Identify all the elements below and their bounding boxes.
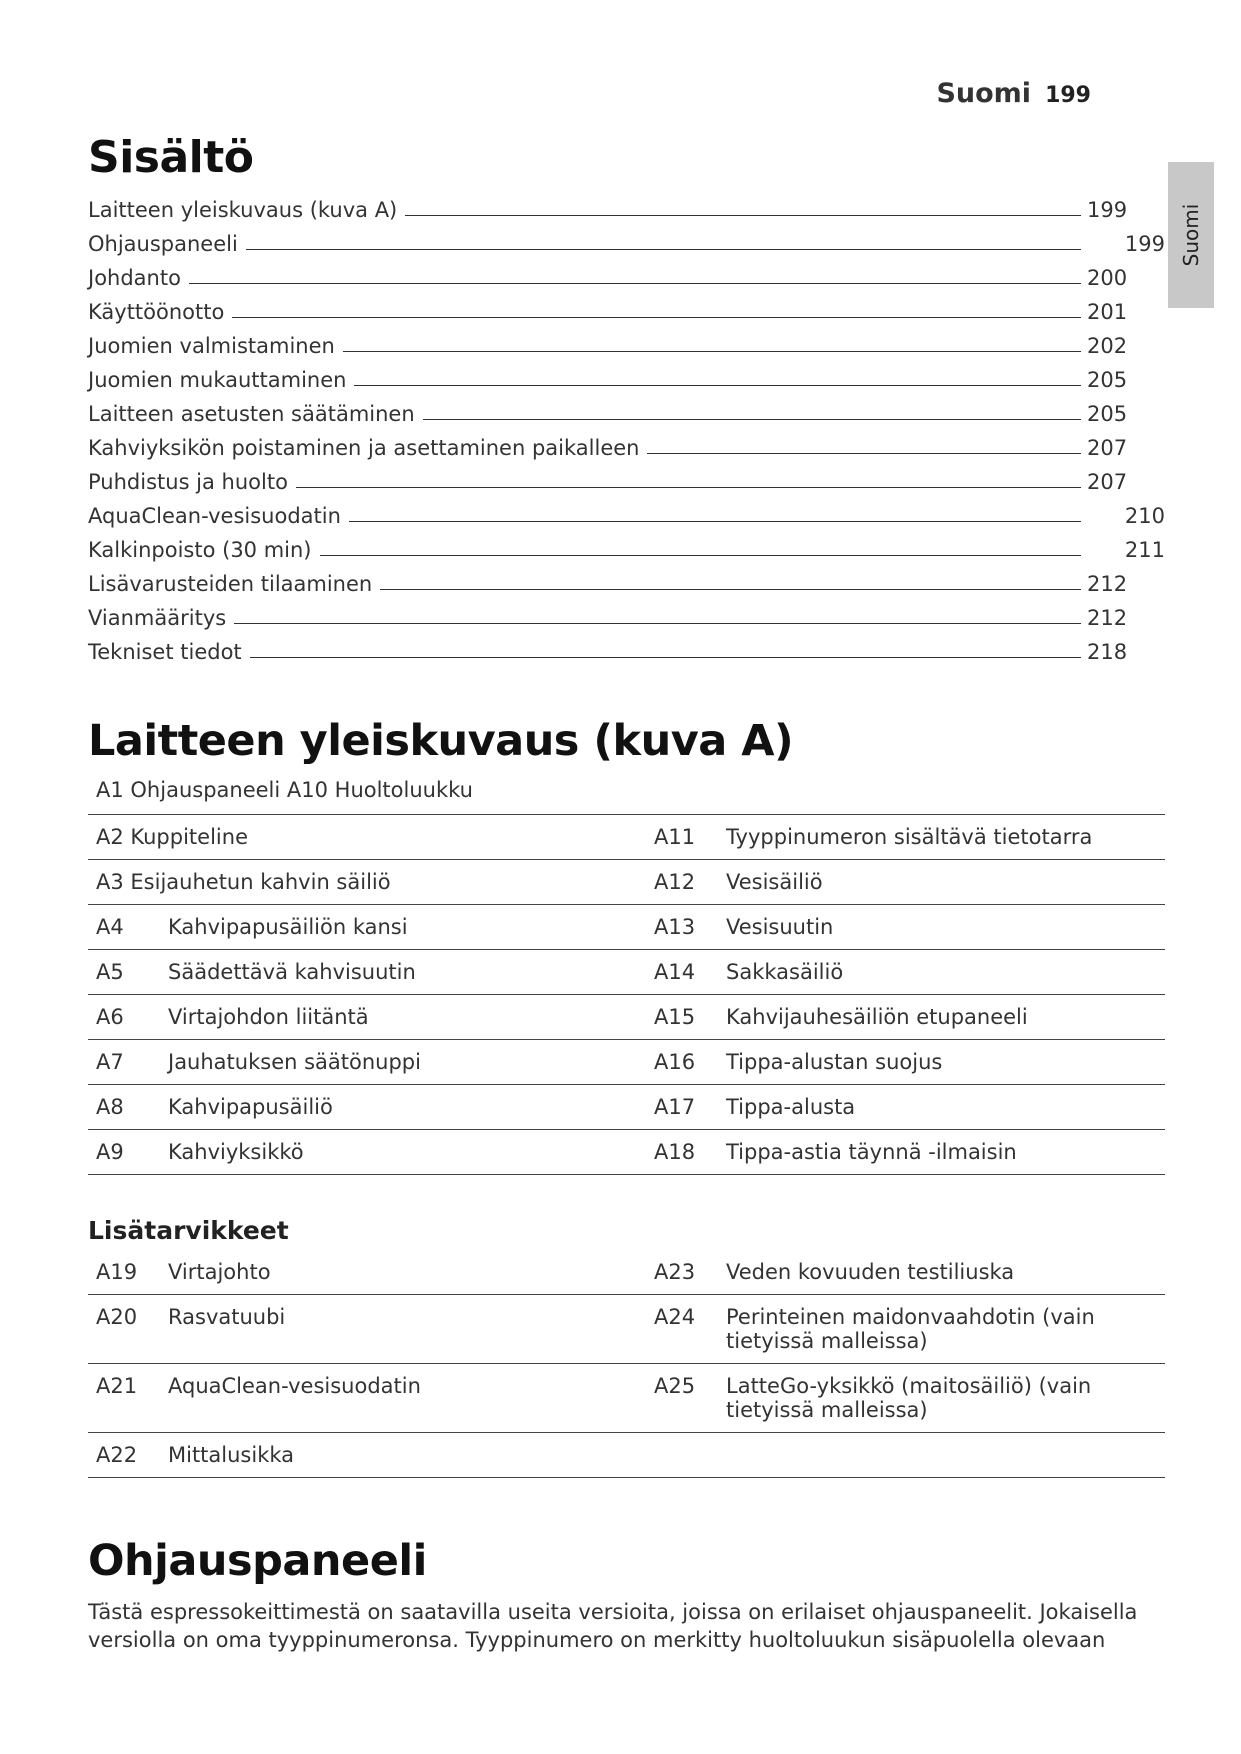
- toc-entry[interactable]: [88, 392, 1165, 426]
- toc-leader-line: [320, 555, 1081, 556]
- toc-entry-page: 200: [1087, 266, 1128, 290]
- part-label: Kahviyksikkö: [168, 1140, 304, 1164]
- toc-entry-page: 218: [1087, 640, 1128, 664]
- toc-leader-line: [380, 589, 1081, 590]
- toc-leader-line: [246, 249, 1081, 250]
- toc-entry-page: 202: [1087, 334, 1128, 358]
- part-label: Tippa-alusta: [726, 1095, 856, 1119]
- part-code: A8: [96, 1095, 124, 1119]
- toc-leader-line: [647, 453, 1081, 454]
- toc-entry-page: 205: [1087, 368, 1128, 392]
- toc-entry-title: Käyttöönotto: [88, 300, 232, 324]
- part-left: A2 Kuppiteline: [96, 825, 248, 849]
- toc-entry[interactable]: [88, 324, 1165, 358]
- part-label: Kahvijauhesäiliön etupaneeli: [726, 1005, 1028, 1029]
- part-code: A15: [654, 1005, 696, 1029]
- part-code: A18: [654, 1140, 696, 1164]
- part-code: A5: [96, 960, 124, 984]
- part-code: A22: [96, 1443, 138, 1467]
- overview-intro: A1 Ohjauspaneeli A10 Huoltoluukku: [96, 778, 473, 802]
- table-row: [88, 1433, 1165, 1478]
- table-row: [88, 1364, 1165, 1433]
- toc-entry-page: 199: [1124, 232, 1165, 256]
- part-label: Tippa-alustan suojus: [726, 1050, 943, 1074]
- toc-leader-line: [423, 419, 1081, 420]
- toc-entry-title: Laitteen yleiskuvaus (kuva A): [88, 198, 405, 222]
- table-row: [88, 1085, 1165, 1130]
- toc-entry-title: Kalkinpoisto (30 min): [88, 538, 320, 562]
- table-row: [88, 950, 1165, 995]
- part-label: Rasvatuubi: [168, 1305, 286, 1329]
- toc-leader-line: [343, 351, 1081, 352]
- part-label: [718, 1433, 1165, 1478]
- part-label: Mittalusikka: [168, 1443, 295, 1467]
- part-label: Kahvipapusäiliö: [168, 1095, 333, 1119]
- page-header: [936, 78, 1091, 109]
- toc-entry-page: 212: [1087, 606, 1128, 630]
- part-code: A20: [96, 1305, 138, 1329]
- toc-entry-title: Juomien valmistaminen: [88, 334, 343, 358]
- toc-entry-title: Laitteen asetusten säätäminen: [88, 402, 423, 426]
- toc-entry-page: 210: [1124, 504, 1165, 528]
- toc-entry-title: Kahviyksikön poistaminen ja asettaminen paikalleen: [88, 436, 647, 460]
- part-code: A4: [96, 915, 124, 939]
- table-row: [88, 1130, 1165, 1175]
- part-code: A7: [96, 1050, 124, 1074]
- toc-leader-line: [232, 317, 1081, 318]
- toc-entry[interactable]: [88, 256, 1165, 290]
- part-code: A19: [96, 1260, 138, 1284]
- table-row: [88, 815, 1165, 860]
- toc-entry[interactable]: [88, 630, 1165, 664]
- table-row: [88, 995, 1165, 1040]
- control-panel-text: Tästä espressokeittimestä on saatavilla useita versioita, joissa on erilaiset ohjauspaneelit. Jokaisella versiolla on oma tyyppinumeronsa. Tyyppinumero on merkitty huoltoluukun sisäpuolella olevaan: [88, 1600, 1138, 1652]
- part-code: A16: [654, 1050, 696, 1074]
- toc-leader-line: [234, 623, 1081, 624]
- part-label: Tippa-astia täynnä -ilmaisin: [726, 1140, 1017, 1164]
- toc-leader-line: [189, 283, 1081, 284]
- toc-leader-line: [250, 657, 1081, 658]
- toc-entry-title: Ohjauspaneeli: [88, 232, 246, 256]
- toc-entry-title: AquaClean-vesisuodatin: [88, 504, 349, 528]
- overview-parts-table: [88, 814, 1165, 1175]
- toc-entry[interactable]: [88, 494, 1165, 528]
- part-code: A21: [96, 1374, 138, 1398]
- part-label: Vesisuutin: [726, 915, 834, 939]
- toc-entry-page: 201: [1087, 300, 1128, 324]
- toc-entry-title: Lisävarusteiden tilaaminen: [88, 572, 380, 596]
- toc-entry-page: 207: [1087, 470, 1128, 494]
- toc-entry-title: Johdanto: [88, 266, 189, 290]
- toc-entry-title: Tekniset tiedot: [88, 640, 250, 664]
- toc-entry[interactable]: [88, 188, 1165, 222]
- part-label: Virtajohdon liitäntä: [168, 1005, 369, 1029]
- toc-entry[interactable]: [88, 290, 1165, 324]
- language-side-tab: [1168, 162, 1214, 308]
- part-code: A11: [654, 825, 696, 849]
- toc-leader-line: [296, 487, 1081, 488]
- part-code: A9: [96, 1140, 124, 1164]
- part-code: A12: [654, 870, 696, 894]
- table-row: [88, 905, 1165, 950]
- part-code: A24: [654, 1305, 696, 1329]
- header-page-number: 199: [1045, 83, 1091, 108]
- part-label: Perinteinen maidonvaahdotin (vain tietyissä malleissa): [726, 1305, 1095, 1353]
- table-row: [88, 1040, 1165, 1085]
- part-label: Tyyppinumeron sisältävä tietotarra: [726, 825, 1093, 849]
- part-label: Sakkasäiliö: [726, 960, 844, 984]
- toc-entry-page: 205: [1087, 402, 1128, 426]
- part-label: LatteGo-yksikkö (maitosäiliö) (vain tietyissä malleissa): [726, 1374, 1092, 1422]
- toc-entry-title: Vianmääritys: [88, 606, 234, 630]
- toc-entry[interactable]: [88, 596, 1165, 630]
- toc-entry-page: 207: [1087, 436, 1128, 460]
- toc-entry-page: 211: [1124, 538, 1165, 562]
- overview-title: Laitteen yleiskuvaus (kuva A): [88, 716, 794, 766]
- part-code: [646, 1433, 718, 1478]
- toc-leader-line: [349, 521, 1081, 522]
- accessories-table: [88, 1250, 1165, 1478]
- part-code: A25: [654, 1374, 696, 1398]
- header-language: Suomi: [936, 78, 1032, 109]
- part-label: Jauhatuksen säätönuppi: [168, 1050, 421, 1074]
- toc-entry-title: Juomien mukauttaminen: [88, 368, 354, 392]
- table-row: [88, 1250, 1165, 1295]
- part-code: A13: [654, 915, 696, 939]
- toc-leader-line: [354, 385, 1081, 386]
- toc-entry[interactable]: [88, 222, 1165, 256]
- part-code: A14: [654, 960, 696, 984]
- toc-entry[interactable]: [88, 460, 1165, 494]
- toc-entry-page: 212: [1087, 572, 1128, 596]
- toc-entry-title: Puhdistus ja huolto: [88, 470, 296, 494]
- part-label: Säädettävä kahvisuutin: [168, 960, 416, 984]
- part-label: AquaClean-vesisuodatin: [168, 1374, 421, 1398]
- accessories-title: Lisätarvikkeet: [88, 1216, 289, 1245]
- toc-entry[interactable]: [88, 528, 1165, 562]
- toc-title: Sisältö: [88, 132, 254, 183]
- part-left: A3 Esijauhetun kahvin säiliö: [96, 870, 391, 894]
- part-label: Virtajohto: [168, 1260, 271, 1284]
- part-code: A6: [96, 1005, 124, 1029]
- toc-entry-page: 199: [1087, 198, 1128, 222]
- part-label: Kahvipapusäiliön kansi: [168, 915, 408, 939]
- toc-leader-line: [405, 215, 1081, 216]
- table-of-contents: [88, 188, 1165, 664]
- part-label: Veden kovuuden testiliuska: [726, 1260, 1015, 1284]
- toc-entry[interactable]: [88, 562, 1165, 596]
- control-panel-title: Ohjauspaneeli: [88, 1536, 427, 1586]
- part-label: Vesisäiliö: [726, 870, 823, 894]
- part-code: A23: [654, 1260, 696, 1284]
- table-row: [88, 1295, 1165, 1364]
- toc-entry[interactable]: [88, 426, 1165, 460]
- toc-entry[interactable]: [88, 358, 1165, 392]
- table-row: [88, 860, 1165, 905]
- part-code: A17: [654, 1095, 696, 1119]
- side-tab-label: Suomi: [1179, 203, 1203, 267]
